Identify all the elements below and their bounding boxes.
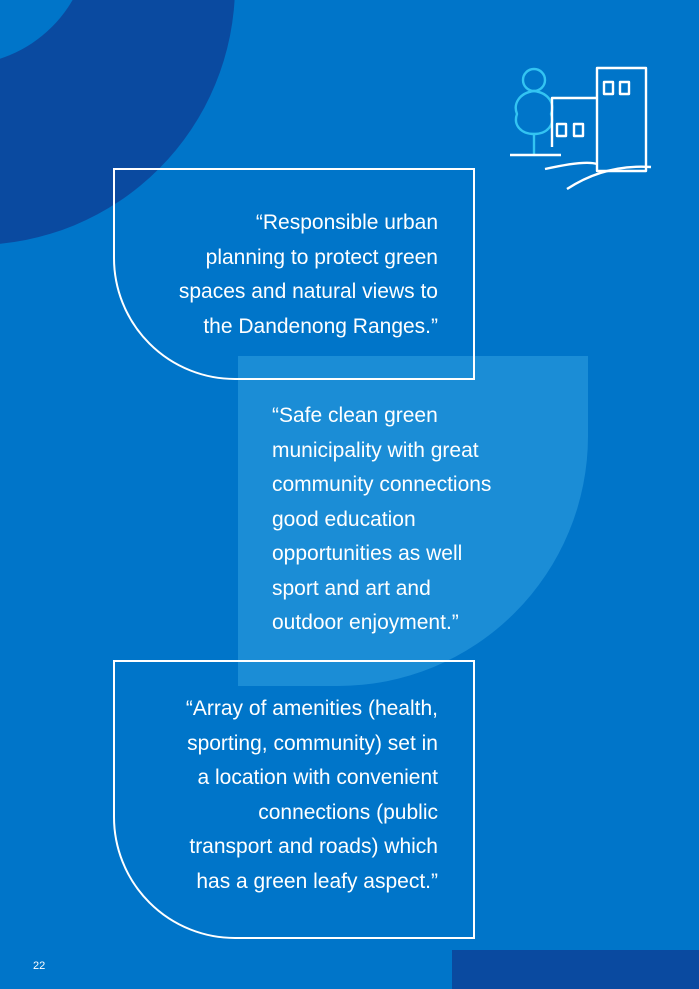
page-number: 22 — [33, 960, 46, 972]
quote-text-1: “Responsible urban planning to protect green spaces and natural views to the Dandenong Ranges.” — [178, 211, 438, 338]
quote-text-3: “Array of amenities (health, sporting, community) set in a location with convenient connections (public transport and roads) which has a green leafy aspect.” — [185, 697, 438, 893]
building-tree-icon — [505, 62, 655, 194]
decorative-corner-bar — [452, 950, 699, 989]
quote-text-2: “Safe clean green municipality with great community connections good education opportunities as well sport and art and outdoor enjoyment.” — [272, 404, 492, 634]
